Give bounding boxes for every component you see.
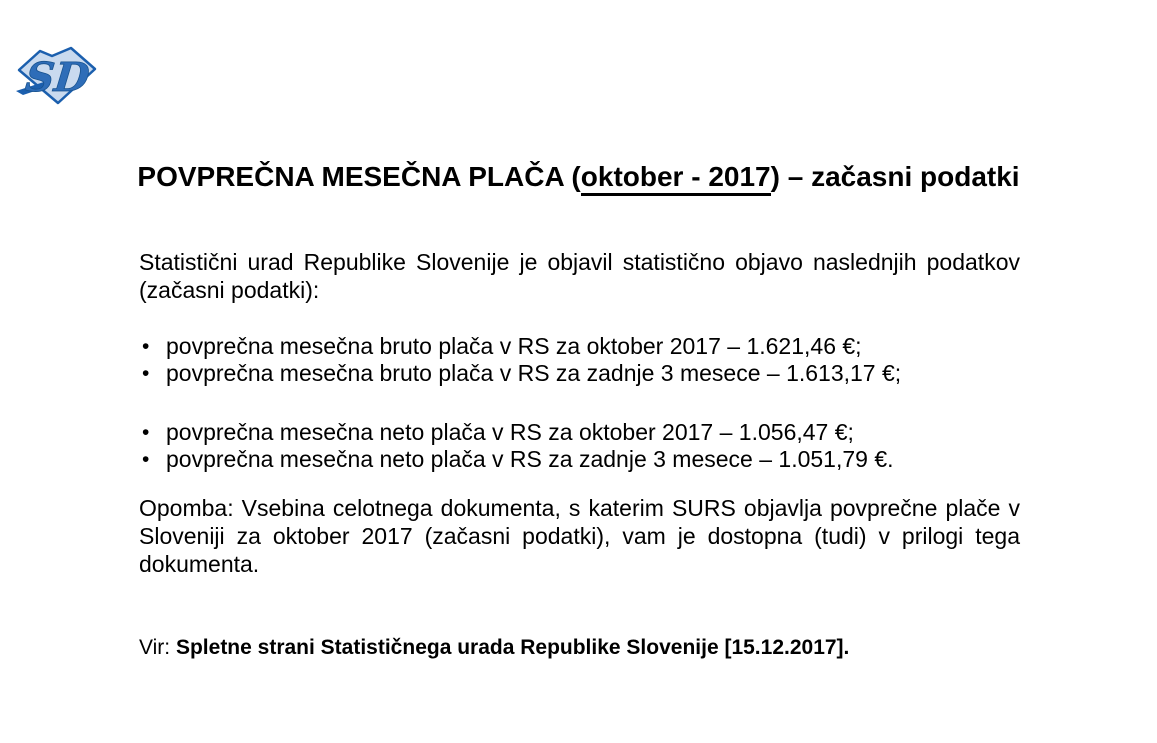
bruto-bullet-list [139,333,1020,387]
title-period-underlined: oktober - 2017 [581,161,771,196]
bullet-icon: • [142,448,150,471]
intro-line: (začasni podatki): [139,277,320,303]
list-item-text: povprečna mesečna bruto plača v RS za oktober 2017 – 1.621,46 €; [166,333,862,359]
list-item [139,333,1020,360]
list-item-text: povprečna mesečna neto plača v RS za zadnje 3 mesece – 1.051,79 €. [166,446,894,472]
source-text: Spletne strani Statističnega urada Republike Slovenije [15.12.2017]. [175,636,850,659]
note-line: Opomba: Vsebina celotnega dokumenta, s katerim SURS objavlja povprečne plače v [139,495,1020,521]
bullet-icon: • [142,362,150,385]
note-line: Sloveniji za oktober 2017 (začasni podatki), vam je dostopna (tudi) v prilogi tega [139,523,1020,549]
title-suffix: ) – začasni podatki [770,161,1020,192]
source-line [139,635,1020,661]
list-item [139,360,1020,387]
source-label: Vir: [139,636,176,659]
neto-bullet-list [139,419,1020,473]
intro-paragraph [139,248,1020,304]
logo-letters: SD [23,54,92,101]
note-paragraph [139,494,1020,578]
bullet-icon: • [142,335,150,358]
list-item-text: povprečna mesečna bruto plača v RS za zadnje 3 mesece – 1.613,17 €; [166,360,902,386]
list-item [139,446,1020,473]
list-item [139,419,1020,446]
list-item-text: povprečna mesečna neto plača v RS za oktober 2017 – 1.056,47 €; [166,419,854,445]
sd-logo [16,46,98,105]
note-line: dokumenta. [139,551,260,577]
intro-line: Statistični urad Republike Slovenije je objavil statistično objavo naslednjih podatkov [139,249,1020,275]
document-title [0,159,1157,195]
title-prefix: POVPREČNA MESEČNA PLAČA ( [137,161,581,192]
bullet-icon: • [142,421,150,444]
